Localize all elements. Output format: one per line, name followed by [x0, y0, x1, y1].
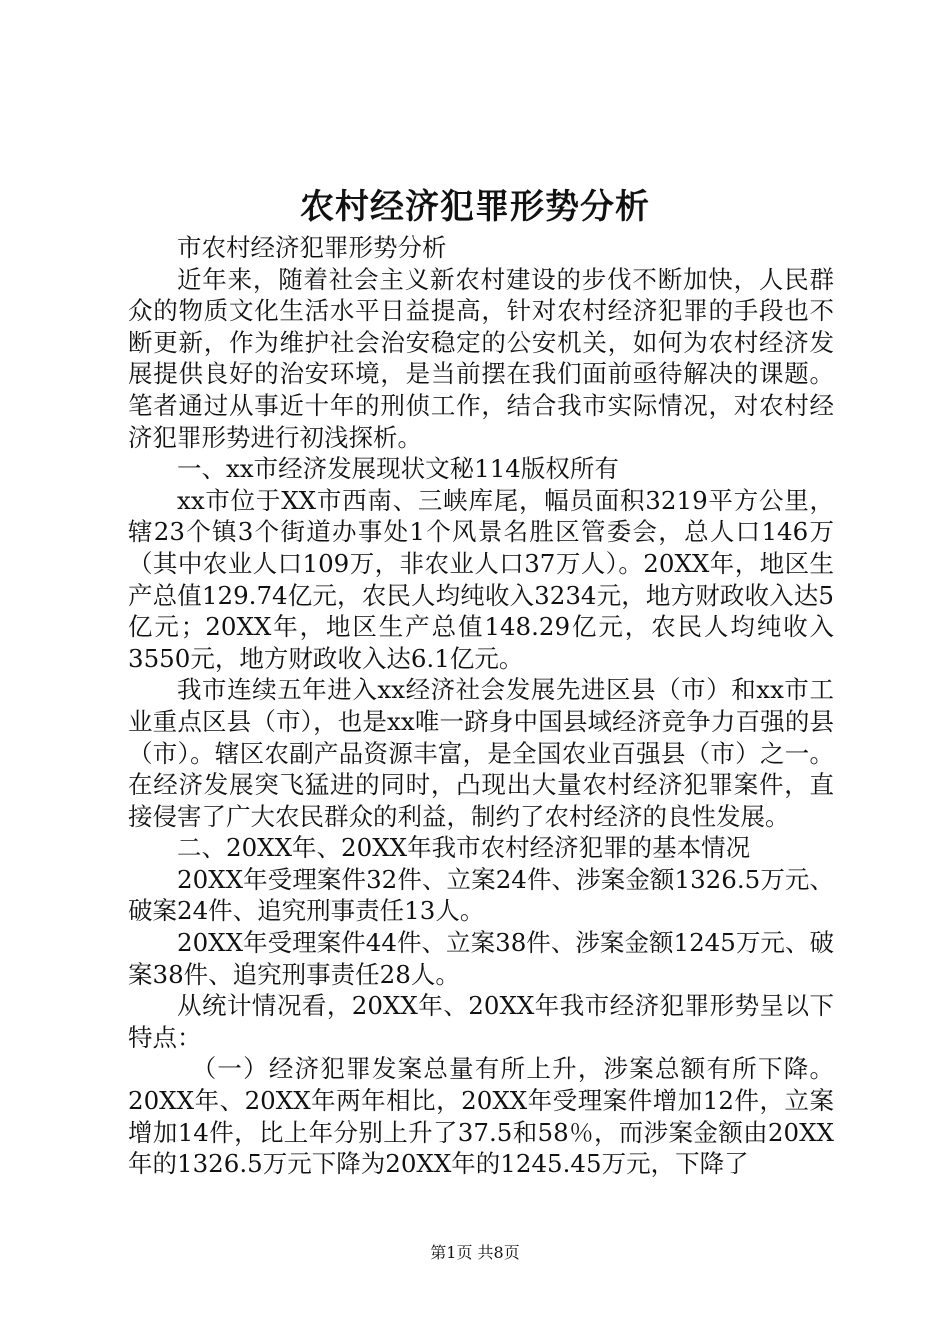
paragraph-city-overview: xx市位于XX市西南、三峡库尾，幅员面积3219平方公里，辖23个镇3个街道办事处1个风景名胜区管委会，总人口146万（其中农业人口109万，非农业人口37万人）。20XX年，地区生产总值129.74亿元，农民人均纯收入3234元，地方财政收入达5亿元；20XX年，地区生产总值148.29亿元，农民人均纯收入3550元，地方财政收入达6.1亿元。	[128, 485, 834, 673]
paragraph-feature-1: （一）经济犯罪发案总量有所上升，涉案总额有所下降。20XX年、20XX年两年相比，20XX年受理案件增加12件，立案增加14件，比上年分别上升了37.5和58％，而涉案金额由20XX年的1326.5万元下降为20XX年的1245.45万元，下降了	[128, 1054, 834, 1179]
page-number-footer: 第1页 共8页	[430, 1243, 520, 1262]
section-heading-1: 一、xx市经济发展现状文秘114版权所有	[177, 454, 619, 484]
document-title: 农村经济犯罪形势分析	[300, 187, 650, 227]
paragraph-development: 我市连续五年进入xx经济社会发展先进区县（市）和xx市工业重点区县（市），也是xx唯一跻身中国县域经济竞争力百强的县（市）。辖区农副产品资源丰富，是全国农业百强县（市）之一。在经济发展突飞猛进的同时，凸现出大量农村经济犯罪案件，直接侵害了广大农民群众的利益，制约了农村经济的良性发展。	[128, 675, 834, 831]
paragraph-stats-year-2: 20XX年受理案件44件、立案38件、涉案金额1245万元、破案38件、追究刑事责任28人。	[128, 928, 834, 989]
paragraph-intro: 近年来，随着社会主义新农村建设的步伐不断加快，人民群众的物质文化生活水平日益提高，针对农村经济犯罪的手段也不断更新，作为维护社会治安稳定的公安机关，如何为农村经济发展提供良好的治安环境，是当前摆在我们面前亟待解决的课题。笔者通过从事近十年的刑侦工作，结合我市实际情况，对农村经济犯罪形势进行初浅探析。	[128, 264, 834, 452]
paragraph-stats-year-1: 20XX年受理案件32件、立案24件、涉案金额1326.5万元、破案24件、追究刑事责任13人。	[128, 864, 834, 926]
paragraph-features-intro: 从统计情况看，20XX年、20XX年我市经济犯罪形势呈以下特点：	[128, 991, 834, 1052]
document-body	[128, 232, 834, 1180]
paragraph-subtitle: 市农村经济犯罪形势分析	[177, 233, 447, 262]
section-heading-2: 二、20XX年、20XX年我市农村经济犯罪的基本情况	[177, 833, 751, 863]
